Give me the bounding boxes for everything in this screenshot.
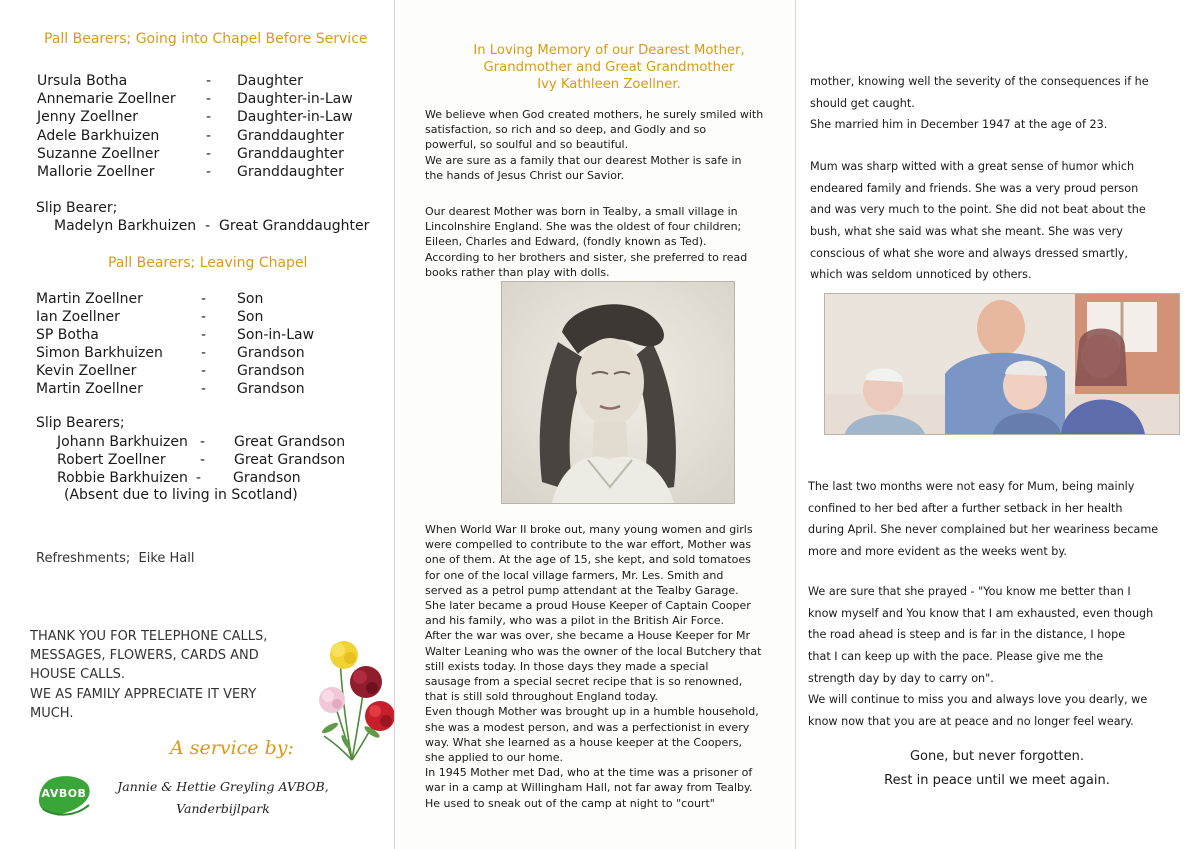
bearer-row: Martin Zoellner - Son [36, 291, 264, 307]
pink-carnation [319, 687, 345, 713]
yellow-carnation [330, 641, 358, 669]
red-carnation [365, 701, 395, 731]
bearer-row: Suzanne Zoellner - Granddaughter [37, 146, 344, 162]
slip-bearer-label: Slip Bearer; [36, 200, 118, 216]
bearer-row: Ian Zoellner - Son [36, 309, 264, 325]
left-panel [0, 0, 394, 849]
slip-bearers-label: Slip Bearers; [36, 415, 125, 431]
tribute-paragraph: We believe when God created mothers, he surely smiled with satisfaction, so rich and so deep, and Godly and so powerful, so soulful and so beautiful. We are sure as a family that our dearest Mother is safe in the hands of Jesus Christ our Savior. [425, 108, 764, 182]
bearer-row: Robert Zoellner - Great Grandson [57, 452, 346, 468]
heading-pall-bearers-before: Pall Bearers; Going into Chapel Before Service [44, 31, 368, 47]
bearer-row: Ursula Botha - Daughter [37, 73, 303, 89]
bearer-row: Kevin Zoellner - Grandson [36, 363, 305, 379]
bearer-row: Martin Zoellner - Grandson [36, 381, 305, 397]
absent-note: (Absent due to living in Scotland) [64, 487, 298, 503]
bearer-row: Jenny Zoellner - Daughter-in-Law [37, 109, 353, 125]
marriage-paragraph: mother, knowing well the severity of the consequences if he should get caught. She married him in December 1947 at the age of 23. [810, 75, 1149, 132]
avbob-logo [35, 773, 93, 821]
bearer-row: Simon Barkhuizen - Grandson [36, 345, 305, 361]
right-panel [796, 0, 1200, 849]
slip-bearer: Madelyn Barkhuizen - Great Granddaughter [54, 218, 370, 234]
bearer-row: Mallorie Zoellner - Granddaughter [37, 164, 344, 180]
bearer-row: Robbie Barkhuizen - Grandson [57, 470, 301, 486]
personality-paragraph: Mum was sharp witted with a great sense of humor which endeared family and friends. She was a very proud person and was very much to the point. She did not beat about the bush, what she said was what she meant. She was very conscious of what she wore and always dressed smartly, which was seldom unnoticed by others. [810, 160, 1146, 282]
bearer-row: Adele Barkhuizen - Granddaughter [37, 128, 344, 144]
service-by-heading: A service by: [170, 737, 294, 759]
health-paragraph: The last two months were not easy for Mum, being mainly confined to her bed after a further setback in her health during April. She never complained but her weariness became more and more evident as the weeks went by. [808, 480, 1159, 558]
portrait-photo [501, 281, 735, 504]
avbob-logo-text: AVBOB [41, 787, 87, 800]
birth-paragraph: Our dearest Mother was born in Tealby, a small village in Lincolnshire England. She was the oldest of four children; Eileen, Charles and Edward, (fondly known as Ted). According to her brothers and sister, she preferred to read books rather than play with dolls. [425, 205, 748, 279]
refreshments: Refreshments; Eike Hall [36, 551, 195, 566]
prayer-paragraph: We are sure that she prayed - "You know me better than I know myself and You know that I am exhausted, even though the road ahead is steep and is far in the distance, I hope that I can keep up with the pace. Please give me the strength day by day to carry on". We will continue to miss you and always love you dearly, we know now that you are at peace and no longer feel weary. [808, 585, 1154, 728]
war-years-paragraph: When World War II broke out, many young women and girls were compelled to contribute to the war effort, Mother was one of them. At the age of 15, she kept, and sold tomatoes for one of the local village farmers, Mr. Les. Smith and served as a petrol pump attendant at the Tealby Garage. She later became a proud House Keeper of Captain Cooper and his family, who was a pilot in the British Air Force. After the war was over, she became a House Keeper for Mr Walter Leaning who was the owner of the local Butchery that still exists today. In those days they made a special sausage from a special secret recipe that is so renowned, that is still sold throughout England today. Even though Mother was brought up in a humble household, she was a modest person, and was a perfectionist in every way. What she learned as a house keeper at the Coopers, she applied to our home. In 1945 Mother met Dad, who at the time was a prisoner of war in a camp at Willingham Hall, not far away from Tealby. He used to sneak out of the camp at night to "court" [425, 523, 762, 810]
closing-message: Gone, but never forgotten. Rest in peace until we meet again. [884, 749, 1110, 788]
bearer-row: Johann Barkhuizen - Great Grandson [57, 434, 346, 450]
middle-panel [394, 0, 796, 849]
bearer-row: SP Botha - Son-in-Law [36, 327, 315, 343]
funeral-home-name: Jannie & Hettie Greyling AVBOB, Vanderbijlpark [117, 779, 329, 816]
heading-pall-bearers-leaving: Pall Bearers; Leaving Chapel [108, 255, 308, 271]
memorial-title: In Loving Memory of our Dearest Mother, Grandmother and Great Grandmother Ivy Kathleen Zoellner. [473, 43, 745, 92]
crimson-carnation [350, 666, 382, 698]
thank-you-note: THANK YOU FOR TELEPHONE CALLS, MESSAGES, FLOWERS, CARDS AND HOUSE CALLS. WE AS FAMILY APPRECIATE IT VERY MUCH. [30, 629, 268, 721]
bearer-row: Annemarie Zoellner - Daughter-in-Law [37, 91, 353, 107]
carnation-flowers [302, 636, 398, 762]
family-photo [824, 293, 1180, 435]
